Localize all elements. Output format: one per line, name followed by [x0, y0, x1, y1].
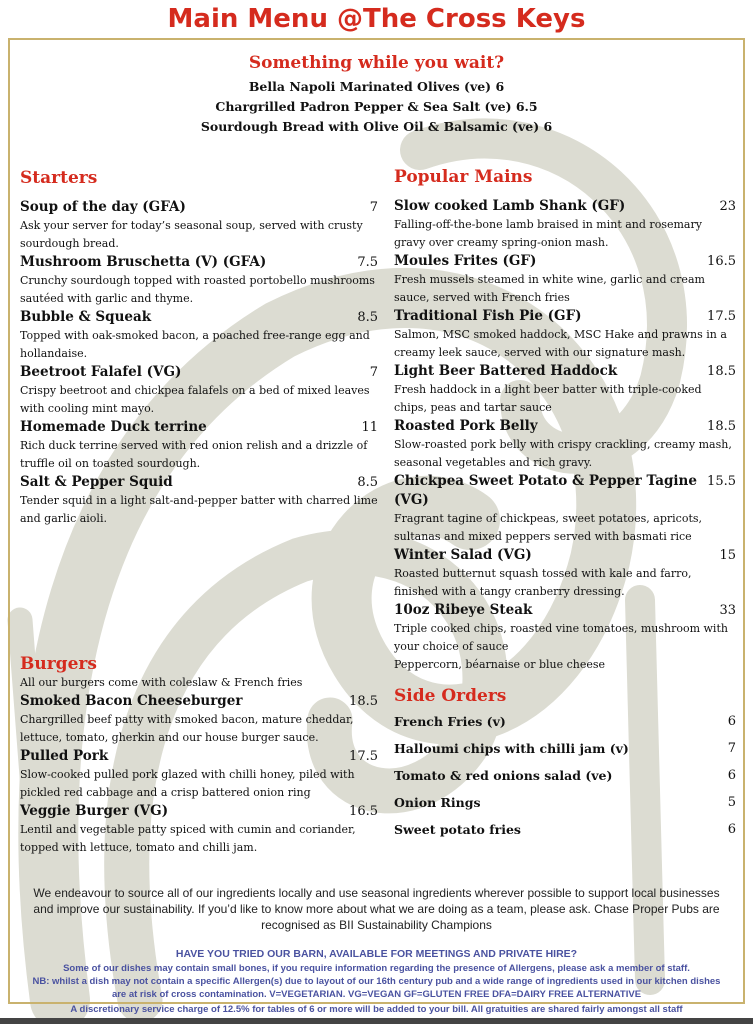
- menu-item: [394, 252, 736, 307]
- menu-item: [394, 816, 736, 843]
- wait-item: Chargrilled Padron Pepper & Sea Salt (ve) 6.5: [215, 99, 538, 114]
- burgers-section: [20, 654, 378, 857]
- menu-item: [394, 762, 736, 789]
- item-description: Fresh mussels steamed in white wine, garlic and cream sauce, served with French fries: [394, 273, 705, 304]
- item-price: 7: [369, 200, 378, 215]
- item-price: 5: [727, 795, 736, 810]
- menu-item: [20, 198, 378, 253]
- sides-section: [394, 686, 736, 843]
- item-name: Soup of the day (GFA): [20, 199, 186, 215]
- item-description: Rich duck terrine served with red onion relish and a drizzle of truffle oil on toasted sourdough.: [20, 439, 368, 470]
- item-name: Beetroot Falafel (VG): [20, 364, 182, 380]
- section-heading: Side Orders: [394, 686, 507, 706]
- menu-item: [394, 546, 736, 601]
- item-price: 23: [719, 199, 736, 214]
- menu-item: [394, 735, 736, 762]
- menu-item: [394, 362, 736, 417]
- menu-item: [394, 601, 736, 656]
- menu-item: [394, 708, 736, 735]
- section-heading: Burgers: [20, 654, 97, 674]
- item-price: 7.5: [357, 255, 378, 270]
- wait-item: Bella Napoli Marinated Olives (ve) 6: [248, 79, 505, 94]
- item-name: Traditional Fish Pie (GF): [394, 308, 582, 324]
- item-description: Slow-roasted pork belly with crispy crackling, creamy mash, seasonal vegetables and rich gravy.: [394, 438, 732, 469]
- item-description: Roasted butternut squash tossed with kale and farro, finished with a tangy cranberry dressing.: [394, 567, 692, 598]
- menu-item: [394, 472, 736, 546]
- item-price: 33: [719, 603, 736, 618]
- allergen-nb: NB: whilst a dish may not contain a specific Allergen(s) due to layout of our 16th century pub and a wide range of ingredients used in our kitchen dishes are at risk of cross contamination. V=VEGETARIAN. VG=VEGAN GF=GLUTEN FREE DFA=DAIRY FREE ALTERNATIVE: [32, 976, 721, 1000]
- starters-section: [20, 168, 378, 528]
- item-price: 15: [719, 548, 736, 563]
- menu-item: [20, 308, 378, 363]
- item-price: 7: [369, 365, 378, 380]
- item-description: Chargrilled beef patty with smoked bacon, mature cheddar, lettuce, tomato, gherkin and our house burger sauce.: [20, 713, 354, 744]
- item-name: Veggie Burger (VG): [20, 803, 169, 819]
- item-description: Fragrant tagine of chickpeas, sweet potatoes, apricots, sultanas and mixed peppers served with basmati rice: [394, 512, 703, 543]
- menu-item: [20, 473, 378, 528]
- item-name: Bubble & Squeak: [20, 309, 152, 325]
- item-price: 11: [361, 420, 378, 435]
- item-description: Lentil and vegetable patty spiced with cumin and coriander, topped with lettuce, tomato and chilli jam.: [20, 823, 356, 854]
- item-name: Slow cooked Lamb Shank (GF): [394, 198, 626, 214]
- menu-item: [20, 747, 378, 802]
- menu-item: [394, 197, 736, 252]
- item-description: Tender squid in a light salt-and-pepper batter with charred lime and garlic aioli.: [20, 494, 378, 525]
- item-name: Salt & Pepper Squid: [20, 474, 173, 490]
- section-heading: Starters: [20, 168, 98, 188]
- item-price: 16.5: [349, 804, 378, 819]
- menu-item: [20, 692, 378, 747]
- item-name: Sweet potato fries: [394, 822, 521, 837]
- service-charge-note: A discretionary service charge of 12.5% for tables of 6 or more will be added to your bill. All gratuities are shared fairly amongst all staff: [70, 1004, 683, 1015]
- menu-item: [20, 418, 378, 473]
- menu-item: [394, 789, 736, 816]
- allergen-info: [0, 947, 753, 1001]
- item-price: 17.5: [349, 749, 378, 764]
- item-description: Falling-off-the-bone lamb braised in mint and rosemary gravy over creamy spring-onion mash.: [394, 218, 702, 249]
- item-name: Pulled Pork: [20, 748, 109, 764]
- item-name: Tomato & red onions salad (ve): [394, 768, 613, 783]
- item-description: Salmon, MSC smoked haddock, MSC Hake and prawns in a creamy leek sauce, served with our signature mash.: [394, 328, 727, 359]
- menu-item: [20, 802, 378, 857]
- item-name: 10oz Ribeye Steak: [394, 602, 533, 618]
- item-description: Slow-cooked pulled pork glazed with chilli honey, piled with pickled red cabbage and a crisp battered onion ring: [20, 768, 355, 799]
- item-description: Fresh haddock in a light beer batter with triple-cooked chips, peas and tartar sauce: [394, 383, 702, 414]
- barn-note: HAVE YOU TRIED OUR BARN, AVAILABLE FOR MEETINGS AND PRIVATE HIRE?: [175, 948, 578, 960]
- item-price: 17.5: [707, 309, 736, 324]
- item-name: Roasted Pork Belly: [394, 418, 538, 434]
- menu-item: [394, 307, 736, 362]
- item-name: Chickpea Sweet Potato & Pepper Tagine (VG): [394, 473, 697, 508]
- item-name: Light Beer Battered Haddock: [394, 363, 618, 379]
- bones-note: Some of our dishes may contain small bones, if you require information regarding the presence of Allergens, please ask a member of staff.: [63, 963, 690, 974]
- item-price: 18.5: [707, 364, 736, 379]
- item-description: Ask your server for today’s seasonal soup, served with crusty sourdough bread.: [20, 219, 363, 250]
- item-name: Homemade Duck terrine: [20, 419, 207, 435]
- item-price: 6: [727, 768, 736, 783]
- menu-item: [20, 363, 378, 418]
- item-name: Mushroom Bruschetta (V) (GFA): [20, 254, 267, 270]
- burgers-intro: All our burgers come with coleslaw & French fries: [20, 676, 303, 689]
- item-description: Triple cooked chips, roasted vine tomatoes, mushroom with your choice of sauce: [394, 622, 728, 653]
- menu-item: [20, 253, 378, 308]
- item-name: Winter Salad (VG): [394, 547, 532, 563]
- mains-section: [394, 167, 736, 674]
- item-name: Smoked Bacon Cheeseburger: [20, 693, 243, 709]
- item-description: Crunchy sourdough topped with roasted portobello mushrooms sautéed with garlic and thyme.: [20, 274, 375, 305]
- page-title: Main Menu @The Cross Keys: [167, 4, 586, 34]
- menu-item: [394, 417, 736, 472]
- item-price: 18.5: [349, 694, 378, 709]
- item-description: Crispy beetroot and chickpea falafels on a bed of mixed leaves with cooling mint mayo.: [20, 384, 370, 415]
- steak-sauces: Peppercorn, béarnaise or blue cheese: [394, 658, 606, 671]
- section-heading: Popular Mains: [394, 167, 533, 187]
- while-you-wait: [0, 53, 753, 137]
- item-description: Topped with oak-smoked bacon, a poached free-range egg and hollandaise.: [20, 329, 370, 360]
- item-name: Moules Frites (GF): [394, 253, 537, 269]
- sustainability-note: We endeavour to source all of our ingredients locally and use seasonal ingredients wherever possible to support local businesses and improve our sustainability. If you’d like to know more about what we are doing as a team, please ask. Chase Proper Pubs are recognised as BII Sustainability Champions: [33, 886, 720, 932]
- item-price: 6: [727, 714, 736, 729]
- bottom-bar: [0, 1018, 753, 1024]
- item-price: 8.5: [357, 475, 378, 490]
- item-name: Onion Rings: [394, 795, 481, 810]
- item-price: 15.5: [707, 474, 736, 489]
- item-price: 6: [727, 822, 736, 837]
- wait-item: Sourdough Bread with Olive Oil & Balsamic (ve) 6: [200, 119, 553, 134]
- item-price: 16.5: [707, 254, 736, 269]
- item-price: 18.5: [707, 419, 736, 434]
- item-price: 7: [727, 741, 736, 756]
- item-name: French Fries (v): [394, 714, 506, 729]
- item-name: Halloumi chips with chilli jam (v): [394, 741, 629, 756]
- item-price: 8.5: [357, 310, 378, 325]
- section-heading: Something while you wait?: [248, 53, 505, 73]
